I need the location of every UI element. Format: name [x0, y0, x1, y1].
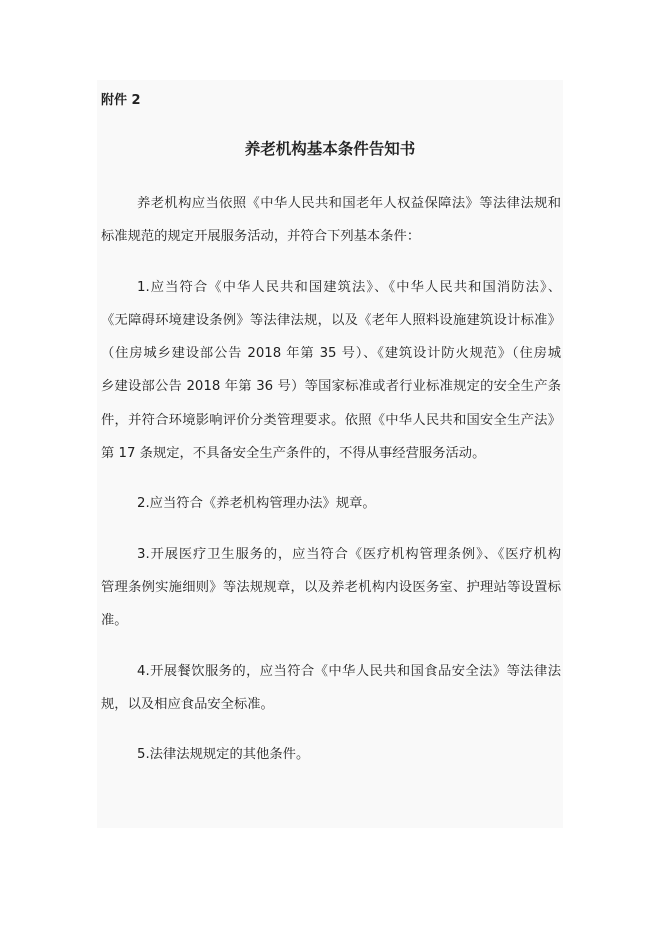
attachment-label: 附件 2	[101, 93, 141, 108]
paragraph	[101, 487, 561, 520]
paragraph-line: 2.应当符合《养老机构管理办法》规章。	[137, 496, 376, 512]
document-body	[101, 187, 561, 788]
paragraph	[101, 738, 561, 771]
paragraph-line: 3.开展医疗卫生服务的，应当符合《医疗机构管理条例》、《医疗机构	[137, 546, 561, 562]
paragraph	[101, 655, 561, 722]
paragraph-line: 养老机构应当依照《中华人民共和国老年人权益保障法》等法律法规和	[137, 196, 561, 211]
paragraph-line: （住房城乡建设部公告 2018 年第 35 号）、《建筑设计防火规范》（住房城	[101, 346, 561, 362]
paragraph-line: 乡建设部公告 2018 年第 36 号）等国家标准或者行业标准规定的安全生产条	[101, 379, 561, 395]
paragraph-line: 管理条例实施细则》等法规规章，以及养老机构内设医务室、护理站等设置标	[101, 579, 561, 595]
paragraph	[101, 538, 561, 638]
paragraph-line: 4.开展餐饮服务的，应当符合《中华人民共和国食品安全法》等法律法	[137, 663, 561, 679]
paragraph	[101, 271, 561, 471]
paragraph-line: 规，以及相应食品安全标准。	[101, 696, 274, 712]
paragraph-line: 标准规范的规定开展服务活动，并符合下列基本条件：	[101, 229, 421, 245]
paragraph-line: 第 17 条规定，不具备安全生产条件的，不得从事经营服务活动。	[101, 446, 486, 462]
paragraph-line: 件，并符合环境影响评价分类管理要求。依照《中华人民共和国安全生产法》	[101, 412, 561, 428]
paragraph-line: 1.应当符合《中华人民共和国建筑法》、《中华人民共和国消防法》、	[137, 279, 561, 295]
paragraph-line: 《无障碍环境建设条例》等法律法规，以及《老年人照料设施建筑设计标准》	[101, 312, 561, 328]
document-page	[97, 80, 563, 828]
paragraph-line: 准。	[101, 613, 128, 629]
paragraph	[101, 187, 561, 254]
paragraph-line: 5.法律法规规定的其他条件。	[137, 747, 310, 763]
document-title: 养老机构基本条件告知书	[244, 140, 416, 158]
